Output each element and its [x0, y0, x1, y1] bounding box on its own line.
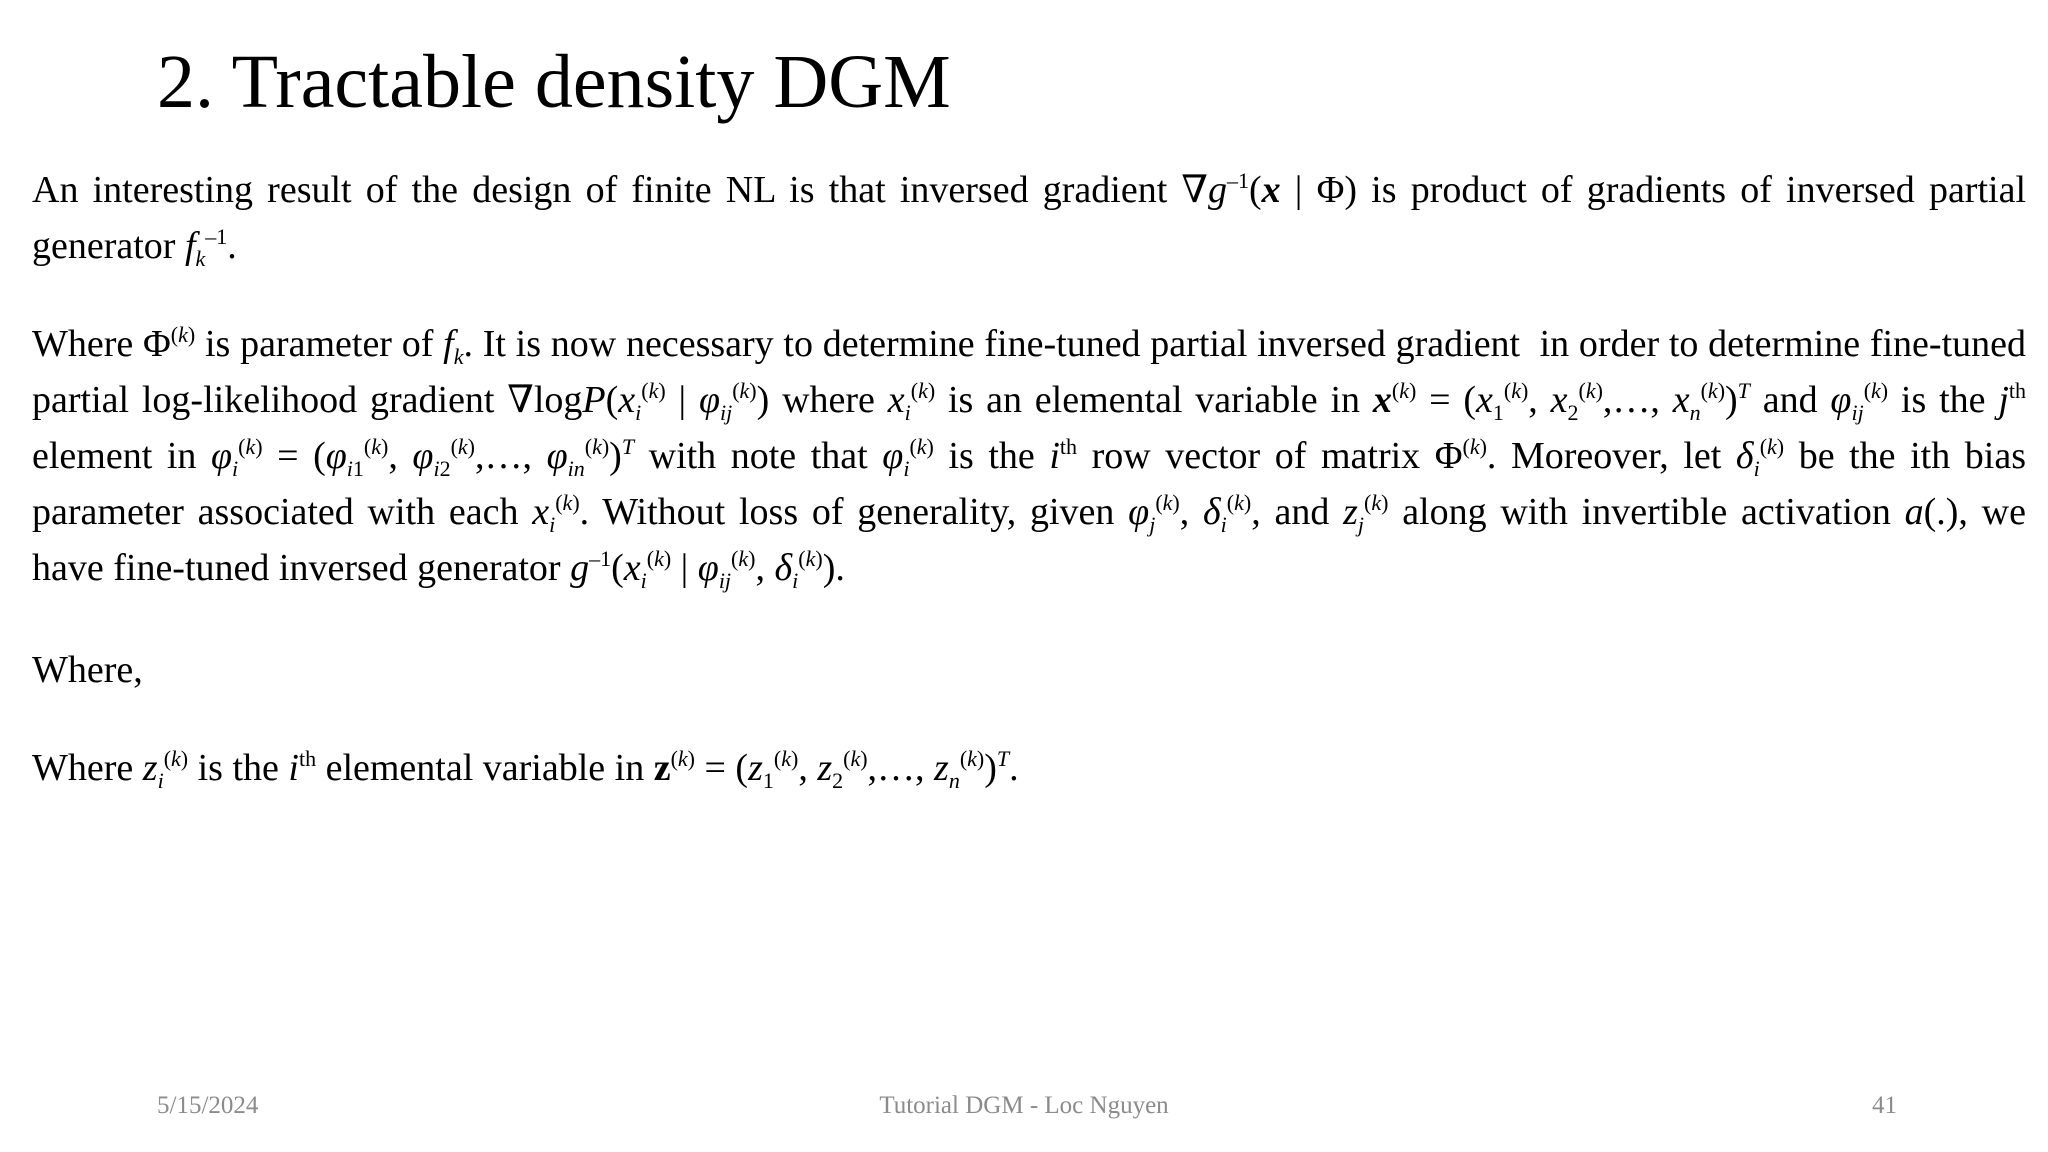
- paragraph-2: Where $\Phi^{(k)}$ is parameter of $f_k$. It is now necessary to determine fine-tuned partial inversed gradient in order to determine fine-tuned partial log-likelihood gradient $\nabla\log P(x_i^{(k)}$ | $\varphi_{ij}^{(k)}$) where $x_i^{(k)}$ is an elemental variable in $x^{(k)} = (x_1^{(k)}$, $x_2^{(k)},\dots$, $x_n^{(k)})^T$ and $\varphi_{ij}^{(k)}$ is the $j^{th}$ element in $\varphi_i^{(k)} = (\varphi_{i1}^{(k)}$, $\varphi_{i2}^{(k)},\dots$, $\varphi_{in}^{(k)})^T$ with note that $\varphi_i^{(k)}$ is the $i^{th}$ row vector of matrix $\Phi^{(k)}$. Moreover, let $\delta_i^{(k)}$ be the ith bias parameter associated with each $x_i^{(k)}$. Without loss of generality, given $\varphi_j^{(k)}$, $\delta_i^{(k)}$, and $z_j^{(k)}$ along with invertible activation a(.), we have fine-tuned inversed generator $g^{-1}(x_i^{(k)}$ | $\varphi_{ij}^{(k)}$, $\delta_i^{(k)}$).: [32, 322, 2027, 593]
- footer-page-number: 41: [1872, 1092, 1897, 1119]
- paragraph-4: Where $z_i^{(k)}$ is the $i^{th}$ elemental variable in $z^{(k)} = (z_1^{(k)}$, $z_2^{(k)},\dots$, $z_n^{(k)})^T$.: [32, 746, 1019, 793]
- paragraph-3: Where,: [32, 649, 143, 691]
- footer-date: 5/15/2024: [157, 1092, 259, 1119]
- paragraph-1: An interesting result of the design of finite NL is that inversed gradient $\nabla g^{-1}(x$ | Φ) is product of gradients of inversed partial generator $f_k^{-1}$.: [32, 168, 2027, 271]
- slide-title: 2. Tractable density DGM: [157, 40, 951, 124]
- footer-title: Tutorial DGM - Loc Nguyen: [879, 1092, 1169, 1119]
